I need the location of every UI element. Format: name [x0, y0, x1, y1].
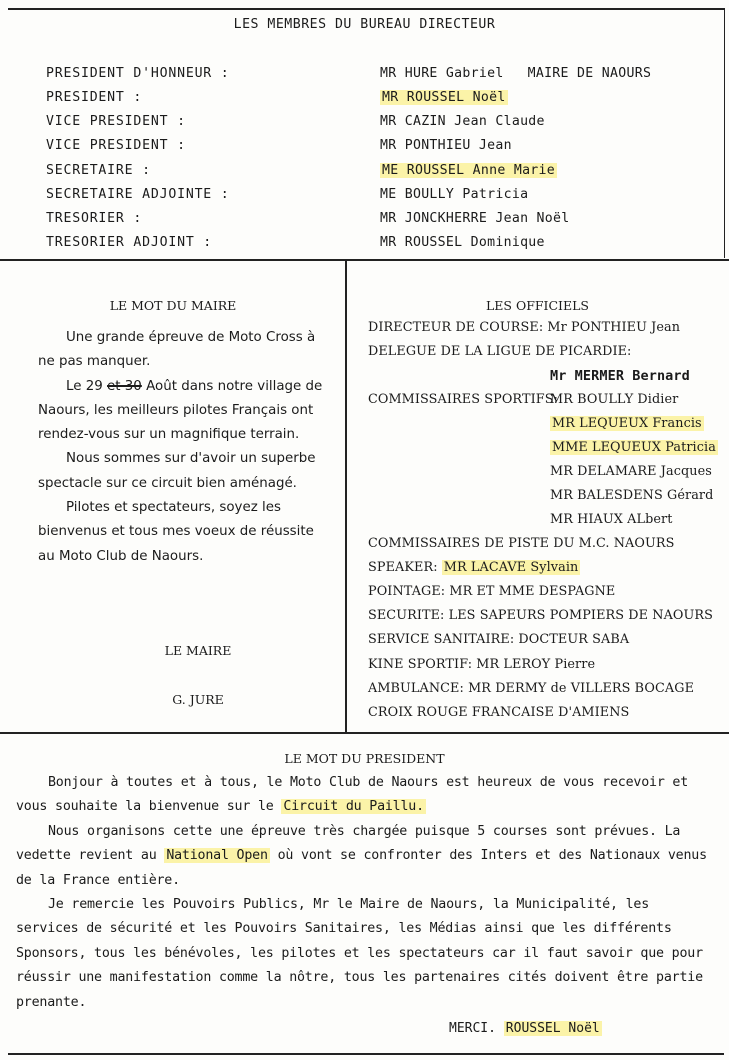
bureau-role: VICE PRESIDENT :	[46, 114, 186, 129]
race-name: National Open	[166, 848, 268, 864]
mayor-paragraph: Une grande épreuve de Moto Cross à ne pas manquer.	[38, 330, 316, 370]
officials-bottom-rule	[0, 732, 729, 734]
top-rule	[8, 8, 724, 10]
bureau-bottom-rule	[0, 259, 729, 261]
commissaire-name: MR BOULLY Didier	[550, 392, 679, 407]
bureau-role: SECRETAIRE ADJOINTE :	[46, 187, 230, 202]
commissaire-name: MME LEQUEUX Patricia	[552, 440, 716, 455]
official-kine: KINE SPORTIF: MR LEROY Pierre	[368, 657, 596, 672]
official-director: DIRECTEUR DE COURSE: Mr PONTHIEU Jean	[368, 320, 681, 335]
president-paragraph: Je remercie les Pouvoirs Publics, Mr le Maire de Naours, la Municipalité, les services de sécurité et les Pouvoirs Sanitaires, les Médias ainsi que les différents Sponsors, tous les bénévoles, les pilotes et les spectateurs car il faut savoir que pour réussir une manifestation comme la nôtre, tous les partenaires cités doivent être partie prenante.	[16, 897, 703, 1010]
commissaire-name: MR LEQUEUX Francis	[552, 416, 702, 431]
mayor-signature-name: G. JURE	[172, 692, 224, 707]
officials-section-title: LES OFFICIELS	[486, 298, 589, 313]
mayor-message	[38, 326, 334, 569]
official-league: DELEGUE DE LA LIGUE DE PICARDIE:	[368, 344, 632, 359]
official-ambulance: AMBULANCE: MR DERMY de VILLERS BOCAGE	[368, 681, 695, 696]
bureau-member: MR JONCKHERRE Jean Noël	[380, 211, 570, 226]
bureau-role: TRESORIER :	[46, 211, 143, 226]
official-sanitaire: SERVICE SANITAIRE: DOCTEUR SABA	[368, 632, 630, 647]
mayor-paragraph: Pilotes et spectateurs, soyez les bienvenus et tous mes voeux de réussite au Moto Club de Naours.	[38, 500, 314, 564]
commissaire-name: MR DELAMARE Jacques	[550, 464, 712, 479]
bureau-role: PRESIDENT :	[46, 90, 143, 105]
commissaire-name: MR BALESDENS Gérard	[550, 488, 714, 503]
bureau-role: PRESIDENT D'HONNEUR :	[46, 66, 230, 81]
president-signature: MERCI. ROUSSEL Noël	[449, 1021, 600, 1036]
bureau-member: MR ROUSSEL Dominique	[380, 235, 545, 250]
bureau-title: LES MEMBRES DU BUREAU DIRECTEUR	[233, 17, 496, 32]
official-securite: SECURITE: LES SAPEURS POMPIERS DE NAOURS	[368, 608, 713, 623]
bureau-member: ME BOULLY Patricia	[380, 187, 529, 202]
official-piste: COMMISSAIRES DE PISTE DU M.C. NAOURS	[368, 536, 675, 551]
mayor-paragraph: Nous sommes sur d'avoir un superbe spectacle sur ce circuit bien aménagé.	[38, 451, 316, 491]
president-signature-name: ROUSSEL Noël	[505, 1021, 600, 1036]
struck-text: et 30	[107, 378, 142, 394]
bureau-member: MR ROUSSEL Noël	[382, 90, 506, 105]
president-message	[16, 771, 716, 1015]
president-paragraph: Nous organisons cette une épreuve très chargée puisque 5 courses sont prévues. La vedette revient au National Open où vont se confronter des Inters et des Nationaux venus de la France entière.	[16, 823, 707, 888]
page-bottom-rule	[8, 1053, 724, 1055]
bureau-member: MR CAZIN Jean Claude	[380, 114, 545, 129]
mayor-paragraph: Le 29 et 30 Août dans notre village de Naours, les meilleurs pilotes Français ont rendez-vous sur un magnifique terrain.	[38, 378, 323, 443]
bureau-role: VICE PRESIDENT :	[46, 138, 186, 153]
bureau-member-title: MAIRE DE NAOURS	[527, 66, 652, 81]
mayor-section-title: LE MOT DU MAIRE	[109, 298, 237, 313]
president-paragraph: Bonjour à toutes et à tous, le Moto Club de Naours est heureux de vous recevoir et vous souhaite la bienvenue sur le Circuit du Paillu.	[16, 775, 689, 815]
speaker-name: MR LACAVE Sylvain	[443, 560, 579, 575]
bureau-member: ME ROUSSEL Anne Marie	[382, 163, 556, 178]
president-section-title: LE MOT DU PRESIDENT	[284, 751, 445, 766]
bureau-role: SECRETAIRE :	[46, 163, 151, 178]
commissaires-label: COMMISSAIRES SPORTIFS:	[368, 392, 558, 407]
bureau-member: MR HURE Gabriel MAIRE DE NAOURS	[380, 66, 652, 81]
official-speaker: SPEAKER: MR LACAVE Sylvain	[368, 560, 579, 575]
official-pointage: POINTAGE: MR ET MME DESPAGNE	[368, 584, 616, 599]
official-league-name: Mr MERMER Bernard	[550, 368, 690, 384]
mayor-signature-title: LE MAIRE	[164, 643, 232, 658]
circuit-name: Circuit du Paillu.	[283, 799, 424, 815]
bureau-member: MR PONTHIEU Jean	[380, 138, 512, 153]
official-croix-rouge: CROIX ROUGE FRANCAISE D'AMIENS	[368, 705, 630, 720]
commissaire-name: MR HIAUX ALbert	[550, 512, 673, 527]
bureau-role: TRESORIER ADJOINT :	[46, 235, 213, 250]
right-edge-rule	[724, 8, 725, 258]
column-divider	[345, 259, 347, 733]
